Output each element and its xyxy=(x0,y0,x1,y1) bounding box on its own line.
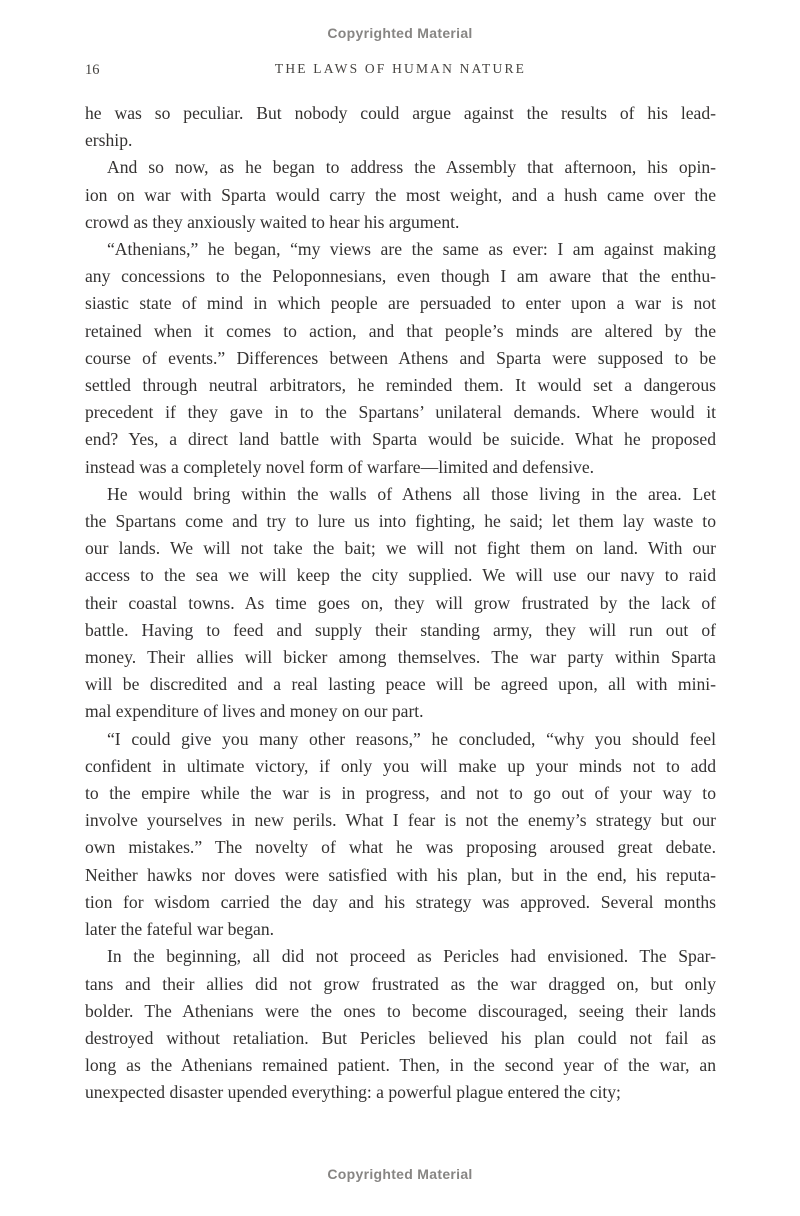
text-line: the Spartans come and try to lure us into fighting, he said; let them lay waste to xyxy=(85,511,716,532)
text-line: he was so peculiar. But nobody could argue against the results of his lead- xyxy=(85,103,716,123)
text-line: ership. xyxy=(85,130,133,151)
copyright-notice-bottom: Copyrighted Material xyxy=(327,1166,473,1182)
text-line: In the beginning, all did not proceed as Pericles had envisioned. The Spar- xyxy=(107,946,716,967)
page-header xyxy=(85,61,716,81)
text-line: crowd as they anxiously waited to hear his argument. xyxy=(85,211,460,232)
text-line: siastic state of mind in which people are persuaded to enter upon a war is not xyxy=(85,293,716,314)
text-line: later the fateful war began. xyxy=(85,919,275,940)
text-line: end? Yes, a direct land battle with Sparta would be suicide. What he proposed xyxy=(85,429,716,450)
text-line: access to the sea we will keep the city supplied. We will use our navy to raid xyxy=(85,565,716,586)
copyright-notice-top: Copyrighted Material xyxy=(327,25,473,41)
text-line: involve yourselves in new perils. What I fear is not the enemy’s strategy but our xyxy=(85,810,716,831)
text-line: He would bring within the walls of Athens all those living in the area. Let xyxy=(107,483,716,504)
text-line: any concessions to the Peloponnesians, even though I am aware that the enthu- xyxy=(85,266,716,287)
text-line: battle. Having to feed and supply their standing army, they will run out of xyxy=(85,619,716,640)
text-line: will be discredited and a real lasting peace will be agreed upon, all with mini- xyxy=(85,674,716,695)
text-line: retained when it comes to action, and that people’s minds are altered by the xyxy=(85,320,716,341)
text-line: “I could give you many other reasons,” he concluded, “why you should feel xyxy=(107,728,716,749)
text-line: destroyed without retaliation. But Pericles believed his plan could not fail as xyxy=(85,1027,716,1048)
text-line: our lands. We will not take the bait; we will not fight them on land. With our xyxy=(85,538,716,559)
text-line: money. Their allies will bicker among themselves. The war party within Sparta xyxy=(85,647,716,668)
text-line: long as the Athenians remained patient. Then, in the second year of the war, an xyxy=(85,1055,716,1076)
book-title: THE LAWS OF HUMAN NATURE xyxy=(274,61,527,76)
text-line: bolder. The Athenians were the ones to become discouraged, seeing their lands xyxy=(85,1000,716,1021)
body-text xyxy=(85,100,716,1107)
text-line: settled through neutral arbitrators, he reminded them. It would set a dangerous xyxy=(85,375,716,396)
text-line: course of events.” Differences between Athens and Sparta were supposed to be xyxy=(85,347,716,368)
text-line: tion for wisdom carried the day and his strategy was approved. Several months xyxy=(85,891,716,912)
text-line: precedent if they gave in to the Spartans’ unilateral demands. Where would it xyxy=(85,402,716,423)
text-line: Neither hawks nor doves were satisfied with his plan, but in the end, his reputa- xyxy=(85,864,716,885)
text-line: instead was a completely novel form of warfare—limited and defensive. xyxy=(85,456,595,477)
text-line: to the empire while the war is in progress, and not to go out of your way to xyxy=(85,783,716,804)
text-line: unexpected disaster upended everything: a powerful plague entered the city; xyxy=(85,1082,621,1103)
text-line: their coastal towns. As time goes on, they will grow frustrated by the lack of xyxy=(85,592,716,613)
text-line: mal expenditure of lives and money on our part. xyxy=(85,701,424,722)
text-line: ion on war with Sparta would carry the most weight, and a hush came over the xyxy=(85,184,716,205)
text-line: tans and their allies did not grow frustrated as the war dragged on, but only xyxy=(85,973,716,994)
page-number: 16 xyxy=(85,62,100,78)
text-line: confident in ultimate victory, if only you will make up your minds not to add xyxy=(85,755,716,776)
text-line: own mistakes.” The novelty of what he was proposing aroused great debate. xyxy=(85,837,716,858)
text-line: “Athenians,” he began, “my views are the same as ever: I am against making xyxy=(107,239,716,260)
text-line: And so now, as he began to address the Assembly that afternoon, his opin- xyxy=(107,157,716,178)
